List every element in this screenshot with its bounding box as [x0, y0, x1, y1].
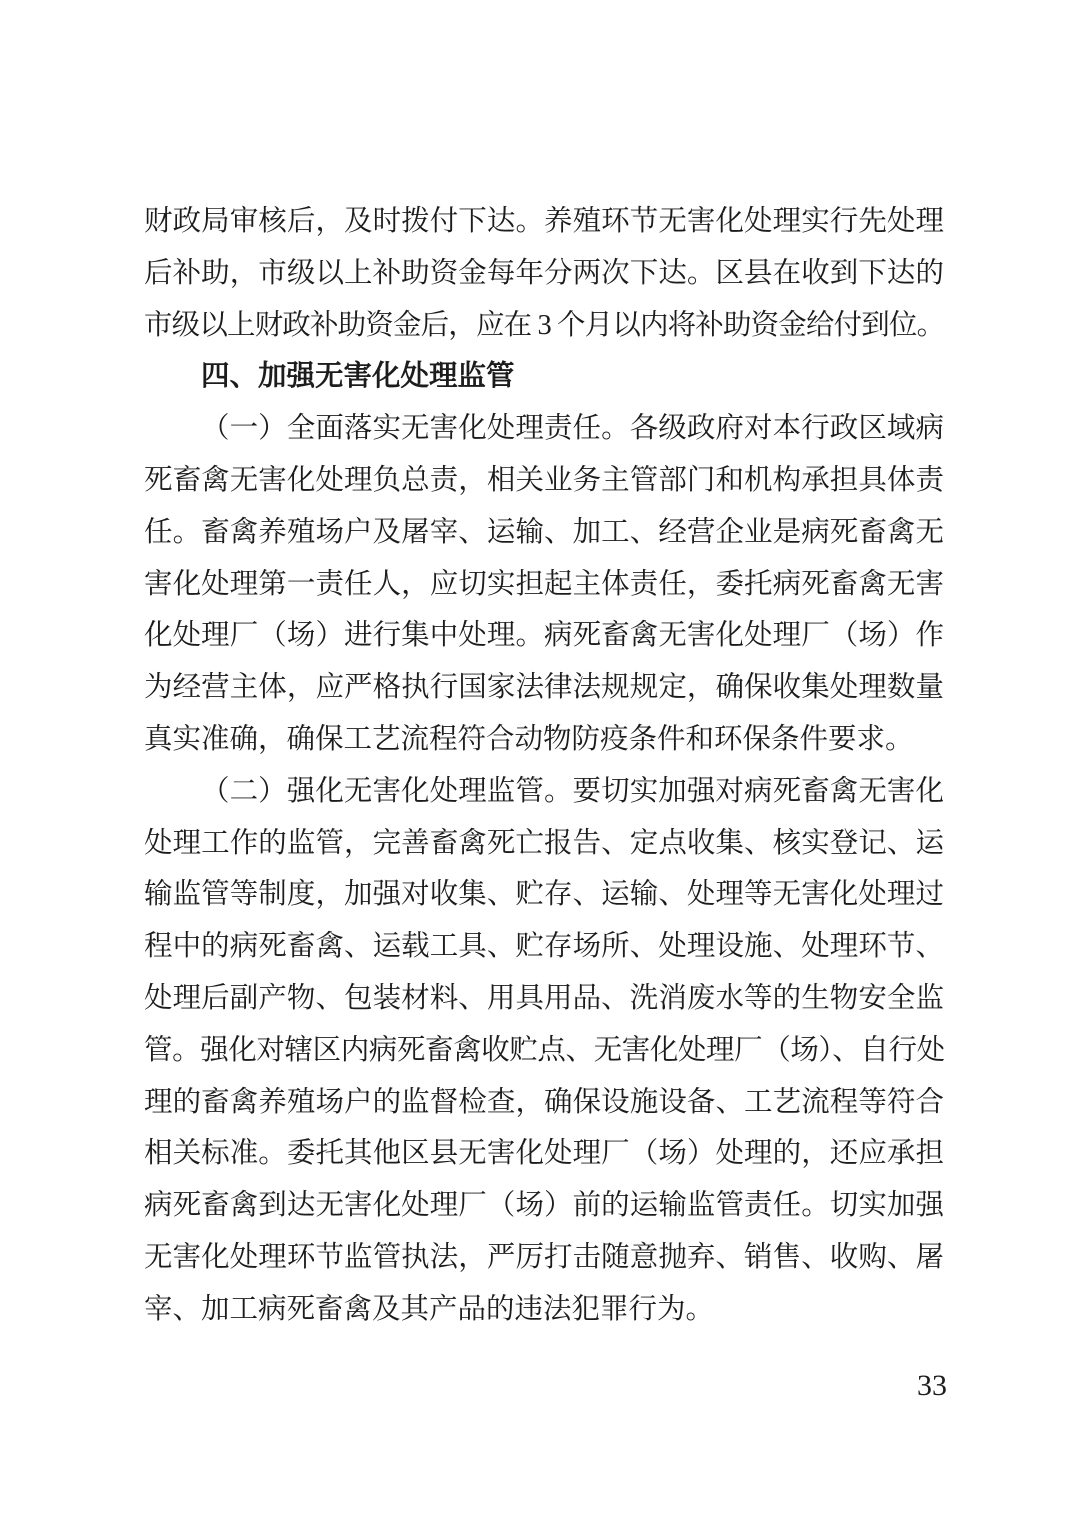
document-body — [144, 196, 944, 1336]
text-line: 输监管等制度，加强对收集、贮存、运输、处理等无害化处理过 — [144, 879, 944, 911]
text-line: 处理后副产物、包装材料、用具用品、洗消废水等的生物安全监 — [144, 982, 944, 1014]
text-line: 相关标准。委托其他区县无害化处理厂（场）处理的，还应承担 — [144, 1138, 944, 1170]
text-line: 害化处理第一责任人，应切实担起主体责任，委托病死畜禽无害 — [144, 568, 944, 600]
text-line: 病死畜禽到达无害化处理厂（场）前的运输监管责任。切实加强 — [144, 1190, 944, 1222]
text-line: 市级以上财政补助资金后，应在 3 个月以内将补助资金给付到位。 — [144, 309, 944, 341]
text-line: 处理工作的监管，完善畜禽死亡报告、定点收集、核实登记、运 — [144, 827, 944, 859]
text-line: 无害化处理环节监管执法，严厉打击随意抛弃、销售、收购、屠 — [144, 1241, 944, 1273]
text-line: 理的畜禽养殖场户的监督检查，确保设施设备、工艺流程等符合 — [144, 1086, 944, 1118]
text-line: 程中的病死畜禽、运载工具、贮存场所、处理设施、处理环节、 — [144, 931, 944, 963]
text-line: 死畜禽无害化处理负总责，相关业务主管部门和机构承担具体责 — [144, 464, 944, 496]
text-line: 化处理厂（场）进行集中处理。病死畜禽无害化处理厂（场）作 — [144, 620, 944, 652]
page-number: 33 — [917, 1369, 947, 1402]
paragraph-lead: （二）强化无害化处理监管。 — [201, 775, 573, 807]
text-line: 任。畜禽养殖场户及屠宰、运输、加工、经营企业是病死畜禽无 — [144, 516, 944, 548]
text-line: 为经营主体，应严格执行国家法律法规规定，确保收集处理数量 — [144, 672, 944, 704]
text-line: （一）全面落实无害化处理责任。各级政府对本行政区域病 — [201, 413, 944, 445]
paragraph-item-2 — [144, 766, 944, 1336]
text-line: 后补助，市级以上补助资金每年分两次下达。区县在收到下达的 — [144, 257, 944, 289]
text-line: 真实准确，确保工艺流程符合动物防疫条件和环保条件要求。 — [144, 723, 914, 755]
section-heading-4 — [144, 351, 944, 403]
heading-line: 四、加强无害化处理监管 — [201, 360, 515, 393]
text-line: （二）强化无害化处理监管。要切实加强对病死畜禽无害化 — [201, 775, 944, 807]
text-line: 财政局审核后，及时拨付下达。养殖环节无害化处理实行先处理 — [144, 206, 944, 237]
text-line: 宰、加工病死畜禽及其产品的违法犯罪行为。 — [144, 1293, 715, 1325]
paragraph-item-1 — [144, 403, 944, 766]
paragraph-subsidy-continuation — [144, 196, 944, 351]
text-line: 管。强化对辖区内病死畜禽收贮点、无害化处理厂（场）、自行处 — [144, 1034, 944, 1066]
paragraph-lead: （一）全面落实无害化处理责任。 — [201, 413, 630, 445]
